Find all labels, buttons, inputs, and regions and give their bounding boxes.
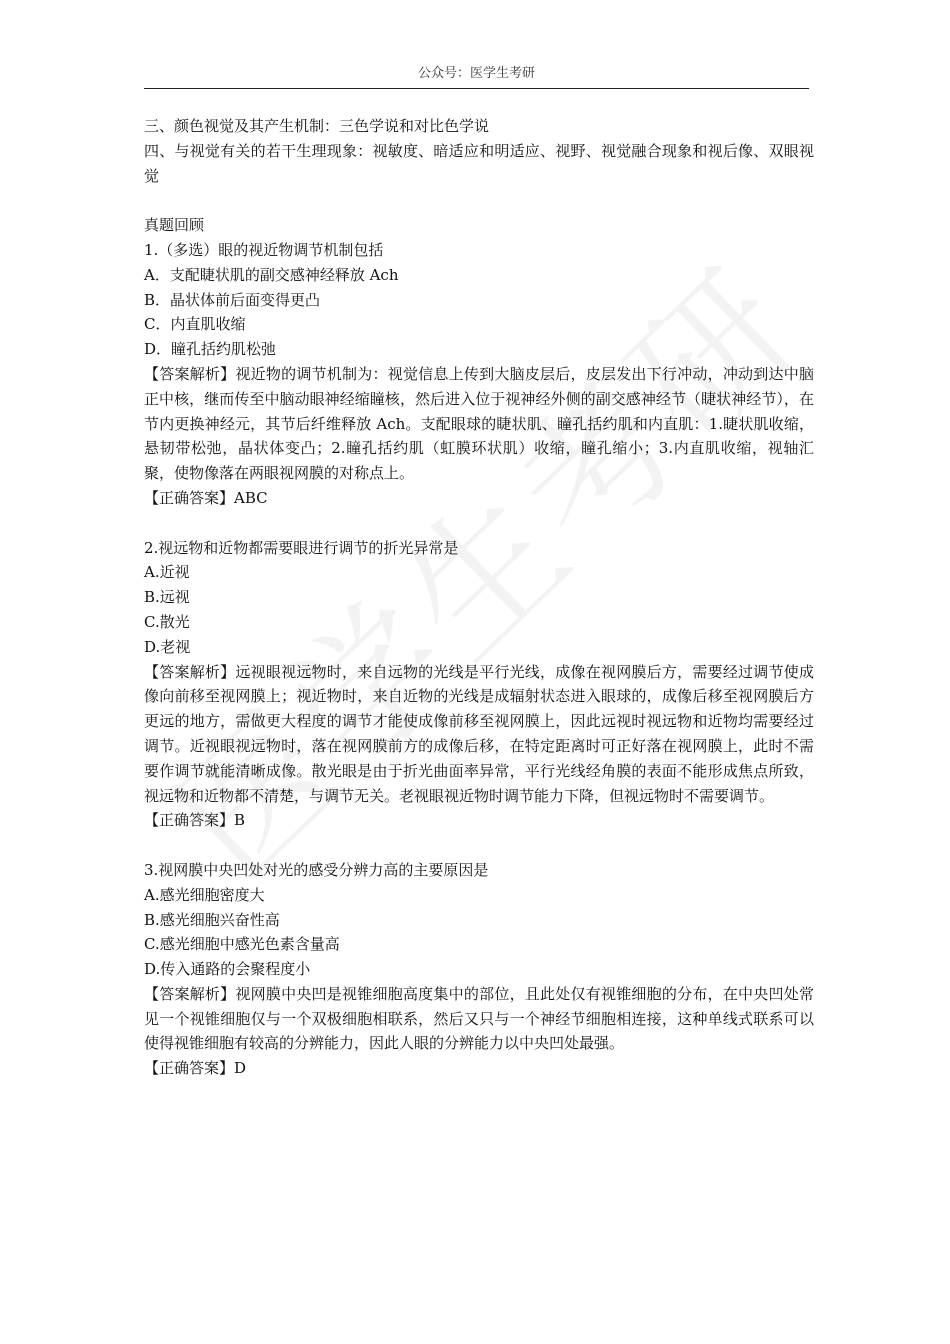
option-b: B.感光细胞兴奋性高	[144, 910, 280, 929]
option-c: C．内直肌收缩	[144, 315, 246, 334]
document-body	[144, 114, 814, 1081]
option-d: D.传入通路的会聚程度小	[144, 960, 311, 979]
intro-line-4: 四、与视觉有关的若干生理现象：视敏度、暗适应和明适应、视野、视觉融合现象和视后像、双眼视觉	[144, 141, 814, 185]
answer-analysis: 【答案解析】视网膜中央凹是视锥细胞高度集中的部位，且此处仅有视锥细胞的分布，在中央凹处常见一个视锥细胞仅与一个双极细胞相联系，然后又只与一个神经节细胞相连接，这种单线式联系可以使得视锥细胞有较高的分辨能力，因此人眼的分辨能力以中央凹处最强。	[144, 984, 814, 1053]
option-c: C.感光细胞中感光色素含量高	[144, 935, 340, 954]
option-b: B.远视	[144, 588, 190, 607]
answer-analysis: 【答案解析】视近物的调节机制为：视觉信息上传到大脑皮层后，皮层发出下行冲动，冲动到达中脑正中核，继而传至中脑动眼神经缩瞳核，然后进入位于视神经外侧的副交感神经节（睫状神经节），在节内更换神经元，其节后纤维释放 Ach。支配眼球的睫状肌、瞳孔括约肌和内直肌：1.睫状肌收缩，悬韧带松弛，晶状体变凸；2.瞳孔括约肌（虹膜环状肌）收缩，瞳孔缩小；3.内直肌收缩，视轴汇聚，使物像落在两眼视网膜的对称点上。	[144, 364, 814, 483]
option-a: A．支配睫状肌的副交感神经释放 Ach	[144, 265, 399, 284]
question-1	[144, 238, 814, 511]
question-stem: 3.视网膜中央凹处对光的感受分辨力高的主要原因是	[144, 860, 489, 879]
intro-line-3: 三、颜色视觉及其产生机制：三色学说和对比色学说	[144, 117, 490, 135]
section-title: 真题回顾	[144, 216, 205, 235]
question-2	[144, 536, 814, 834]
question-3	[144, 858, 814, 1081]
option-d: D．瞳孔括约肌松弛	[144, 340, 277, 359]
option-d: D.老视	[144, 637, 191, 656]
correct-answer: 【正确答案】B	[144, 811, 246, 830]
option-b: B．晶状体前后面变得更凸	[144, 290, 321, 309]
option-a: A.感光细胞密度大	[144, 885, 265, 904]
correct-answer: 【正确答案】ABC	[144, 488, 268, 507]
answer-analysis: 【答案解析】远视眼视远物时，来自远物的光线是平行光线，成像在视网膜后方，需要经过调节使成像向前移至视网膜上；视近物时，来自近物的光线是成辐射状态进入眼球的，成像后移至视网膜后方更远的地方，需做更大程度的调节才能使成像前移至视网膜上，因此远视时视远物和近物均需要经过调节。近视眼视远物时，落在视网膜前方的成像后移，在特定距离时可正好落在视网膜上，此时不需要作调节就能清晰成像。散光眼是由于折光曲面率异常，平行光线经角膜的表面不能形成焦点所致，视远物和近物都不清楚，与调节无关。老视眼视近物时调节能力下降，但视远物时不需要调节。	[144, 662, 814, 805]
correct-answer: 【正确答案】D	[144, 1059, 247, 1078]
header-divider	[144, 88, 809, 89]
question-stem: 2.视远物和近物都需要眼进行调节的折光异常是	[144, 538, 459, 557]
option-c: C.散光	[144, 612, 190, 631]
question-stem: 1.（多选）眼的视近物调节机制包括	[144, 240, 384, 259]
option-a: A.近视	[144, 563, 190, 582]
page-header: 公众号：医学生考研	[417, 66, 535, 81]
